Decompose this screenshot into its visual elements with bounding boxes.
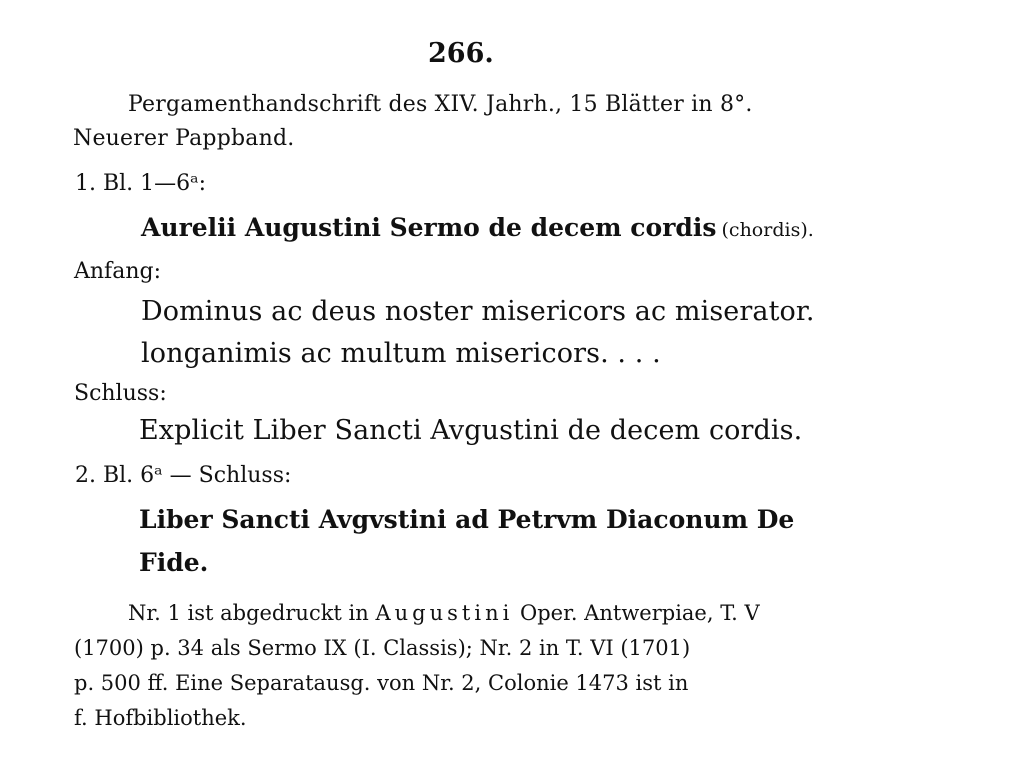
item-1-title: Aurelii Augustini Sermo de decem cordis xyxy=(141,213,717,242)
manuscript-description-line-2: Neuerer Pappband. xyxy=(73,126,295,151)
item-2-label: 2. Bl. 6ᵃ — Schluss: xyxy=(75,463,292,488)
anfang-line-2: longanimis ac multum misericors. . . . xyxy=(141,338,661,369)
note-line-1-suffix: Oper. Antwerpiae, T. V xyxy=(520,601,760,625)
item-1-title-note: (chordis). xyxy=(721,219,814,241)
item-2-title-line-2: Fide. xyxy=(139,548,209,577)
item-1-title-line xyxy=(141,213,814,242)
anfang-label: Anfang: xyxy=(74,259,161,284)
page-number: 266. xyxy=(428,38,494,69)
note-line-4: f. Hofbibliothek. xyxy=(74,706,247,730)
note-author-name: Augustini xyxy=(375,601,514,625)
note-line-1-prefix: Nr. 1 ist abgedruckt in xyxy=(128,601,369,625)
schluss-label: Schluss: xyxy=(74,381,167,406)
note-line-3: p. 500 ff. Eine Separatausg. von Nr. 2, Colonie 1473 ist in xyxy=(74,671,689,695)
note-line-2: (1700) p. 34 als Sermo IX (I. Classis); Nr. 2 in T. VI (1701) xyxy=(74,636,691,660)
item-2-title-line-1: Liber Sancti Avgvstini ad Petrvm Diaconum De xyxy=(139,505,795,534)
note-line-1 xyxy=(128,601,760,625)
anfang-line-1: Dominus ac deus noster misericors ac miserator. xyxy=(141,296,815,327)
manuscript-description-line-1: Pergamenthandschrift des XIV. Jahrh., 15 Blätter in 8°. xyxy=(128,92,753,117)
item-1-label: 1. Bl. 1—6ᵃ: xyxy=(75,171,207,196)
schluss-line: Explicit Liber Sancti Avgustini de decem cordis. xyxy=(139,415,803,446)
